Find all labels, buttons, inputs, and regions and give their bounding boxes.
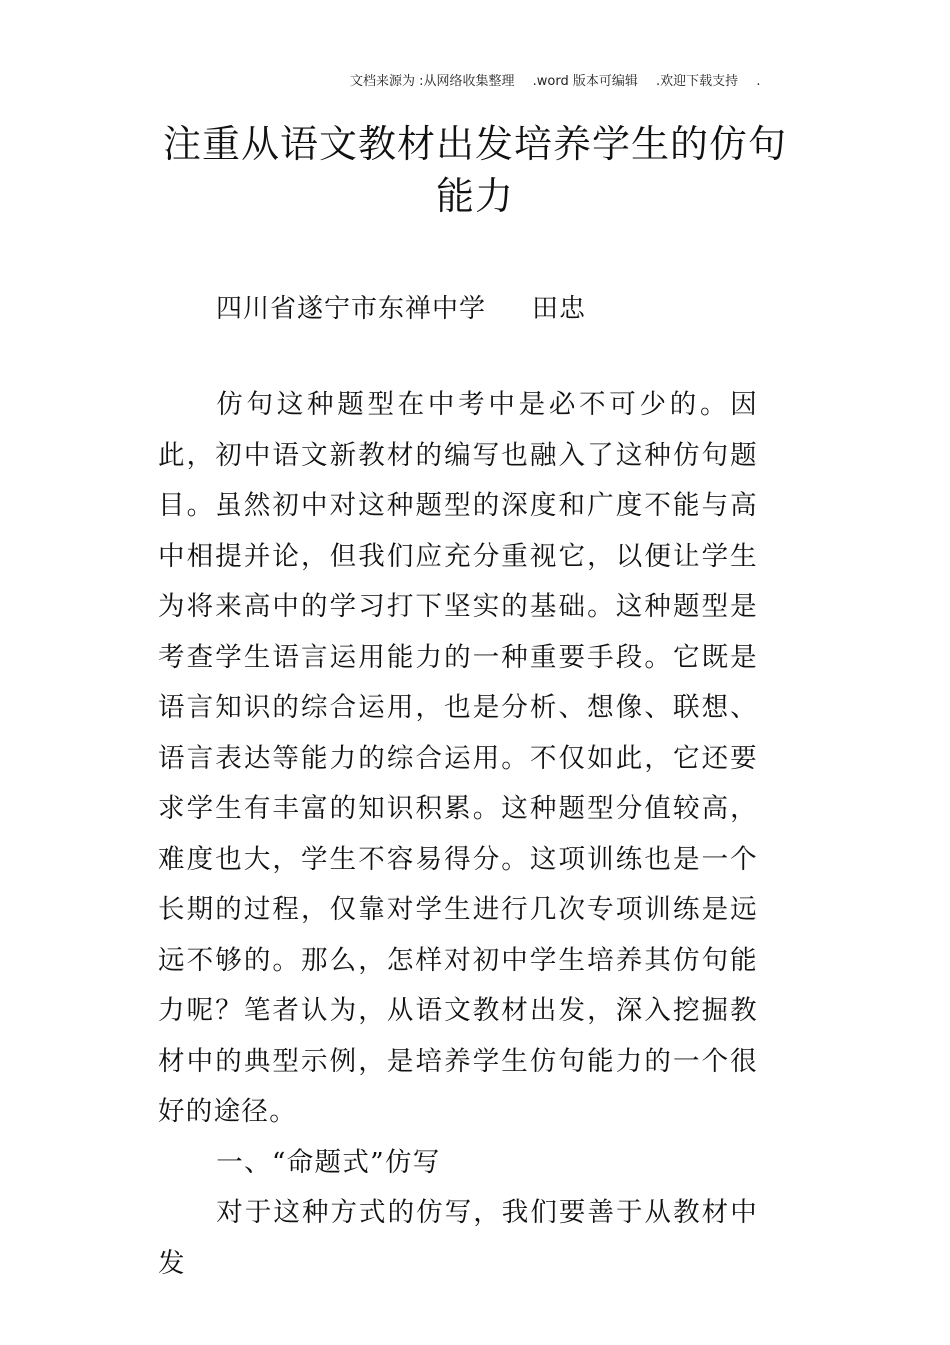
author-school: 四川省遂宁市东禅中学 bbox=[216, 294, 487, 324]
header-dot: . bbox=[756, 74, 761, 89]
header-editable: .word 版本可编辑 bbox=[532, 74, 638, 89]
title-line-1: 注重从语文教材出发培养学生的仿句 bbox=[162, 122, 787, 166]
document-body bbox=[158, 380, 758, 1289]
author-name: 田忠 bbox=[532, 294, 587, 324]
document-title bbox=[150, 118, 800, 222]
header-welcome: .欢迎下载支持 bbox=[656, 74, 739, 89]
paragraph-intro: 仿句这种题型在中考中是必不可少的。因此，初中语文新教材的编写也融入了这种仿句题目。虽然初中对这种题型的深度和广度不能与高中相提并论，但我们应充分重视它，以便让学生为将来高中的学习打下坚实的基础。这种题型是考查学生语言运用能力的一种重要手段。它既是语言知识的综合运用，也是分析、想像、联想、语言表达等能力的综合运用。不仅如此，它还要求学生有丰富的知识积累。这种题型分值较高，难度也大，学生不容易得分。这项训练也是一个长期的过程，仅靠对学生进行几次专项训练是远远不够的。那么，怎样对初中学生培养其仿句能力呢？笔者认为，从语文教材出发，深入挖掘教材中的典型示例，是培养学生仿句能力的一个很好的途径。 bbox=[158, 389, 758, 1127]
header-note bbox=[350, 70, 810, 89]
author-line bbox=[216, 288, 586, 325]
paragraph-section-start: 对于这种方式的仿写，我们要善于从教材中发 bbox=[158, 1197, 758, 1279]
header-source: 文档来源为 :从网络收集整理 bbox=[350, 74, 515, 89]
section-heading: 一、“命题式”仿写 bbox=[216, 1146, 441, 1178]
title-line-2: 能力 bbox=[435, 174, 514, 218]
